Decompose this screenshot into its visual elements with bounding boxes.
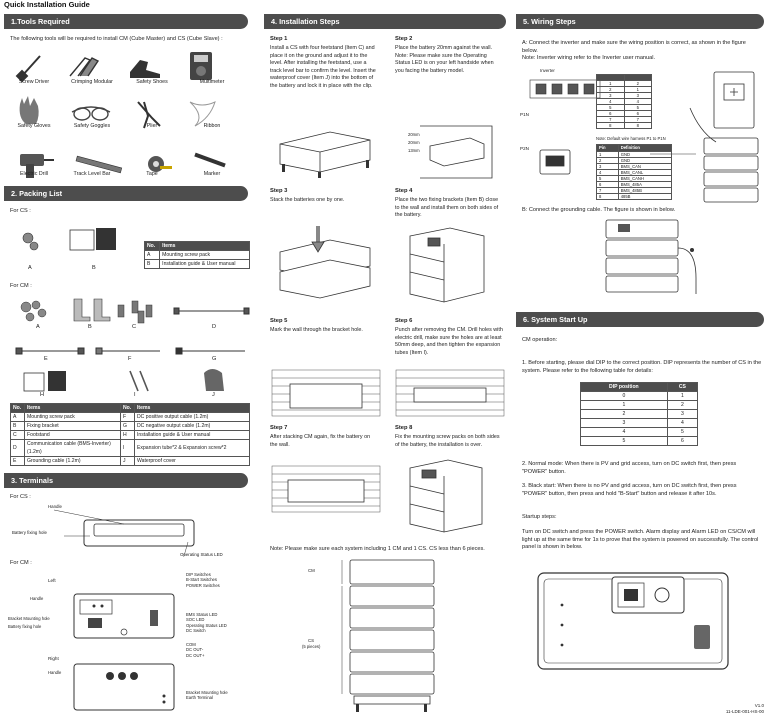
tools-intro: The following tools will be required to install CM (Cube Master) and CS (Cube Slave) : <box>10 36 223 42</box>
pin-map-table <box>596 74 652 129</box>
table-row <box>145 260 250 269</box>
packing-header: 2. Packing List <box>4 186 248 201</box>
table-cell: 6 <box>597 111 625 117</box>
callout: B-Start Switches <box>186 577 217 583</box>
step-title: Step 1 <box>270 36 288 42</box>
callout: Handle <box>48 670 62 675</box>
step-title: Step 8 <box>395 425 413 431</box>
wall-battery-icon <box>420 126 492 178</box>
step-title: Step 7 <box>270 425 288 431</box>
stack-with-brackets-icon <box>410 228 484 302</box>
dimension-label: 20mm <box>408 140 420 145</box>
table-row <box>581 401 698 410</box>
screwdriver-icon <box>16 56 40 82</box>
safety-shoes-icon <box>130 60 160 78</box>
table-row <box>11 422 250 431</box>
table-cell: 7 <box>624 117 652 123</box>
callout: Bracket Mounting hole <box>8 616 50 621</box>
table-cell: 5 <box>597 176 619 182</box>
step-text: Place the battery 20mm against the wall. Note: Please make sure the Operating Status LED is on your left handside when you facing the battery model. <box>395 45 494 74</box>
tool-label: Safety Goggles <box>73 123 111 129</box>
callout: Handle <box>30 596 44 601</box>
table-cell: A <box>11 413 25 422</box>
table-cell: 2 <box>667 401 697 410</box>
rj45-port-icon <box>540 150 570 174</box>
tool-label: Marker <box>203 171 221 177</box>
table-cell: Grounding cable (1.2m) <box>25 457 121 466</box>
table-cell: 485B <box>618 194 671 200</box>
step-title: Step 6 <box>395 318 413 324</box>
tape-icon <box>148 156 172 172</box>
wiring-a-note: Note: Inverter wiring refer to the Inverter user manual. <box>522 55 656 61</box>
startup-step-1: 1. Before starting, please dial DIP to the correct position. DIP represents the number of CS in the system. Please refer to the following table for details: <box>522 360 762 374</box>
bracket-icon <box>74 299 110 321</box>
col-header: Items <box>160 242 250 251</box>
table-cell: 8 <box>597 123 625 129</box>
footer <box>726 703 764 715</box>
table-cell: 1 <box>581 401 668 410</box>
packing-for-cm: For CM : <box>10 283 32 289</box>
table-cell: 3 <box>667 410 697 419</box>
cm-label: F <box>128 356 132 362</box>
table-cell: F <box>121 413 135 422</box>
dc-positive-cable-icon <box>96 348 160 354</box>
callout: DC OUT- <box>186 647 204 653</box>
table-cell: GND <box>618 152 671 158</box>
packing-for-cs: For CS : <box>10 208 31 214</box>
col-header: Pin <box>597 145 619 152</box>
tools-header: 1.Tools Required <box>4 14 248 29</box>
table-cell: G <box>121 422 135 431</box>
callout-group <box>186 612 227 633</box>
table-cell: 1 <box>597 152 619 158</box>
table-cell: Installation guide & User manual <box>160 260 250 269</box>
manual-icon <box>24 371 66 391</box>
table-cell: D <box>11 440 25 457</box>
col-header: Definition <box>618 145 671 152</box>
table-cell: C <box>11 431 25 440</box>
table-cell: 7 <box>597 117 625 123</box>
callout: Earth Terminal <box>186 695 213 701</box>
step-title: Step 5 <box>270 318 288 324</box>
dimension-label: 13mm <box>408 148 420 153</box>
callout: Bracket Mounting hole <box>186 690 228 695</box>
table-cell: Fixing bracket <box>25 422 121 431</box>
step-1-2-illustration <box>270 122 506 180</box>
stacking-battery-icon <box>280 226 370 298</box>
callout: SOC LED <box>186 617 205 623</box>
table-cell: 5 <box>624 105 652 111</box>
control-panel-illustration <box>534 567 734 673</box>
battery-stack-icon <box>704 138 758 202</box>
terminals-header: 3. Terminals <box>4 473 248 488</box>
callout: Handle <box>48 504 62 509</box>
startup-steps-text: Turn on DC switch and press the POWER switch. Alarm display and Alarm LED on CS/CM will light up at the same time for 1s to prove that the system is powered on successfully. The control panel is shown in below. <box>522 529 759 551</box>
cm-packing-illustration <box>10 295 250 405</box>
table-cell: 2 <box>624 81 652 87</box>
callout: BMS Status LED <box>186 612 218 617</box>
table-cell: 3 <box>597 164 619 170</box>
grounding-diagram <box>596 218 706 298</box>
table-cell: 5 <box>597 105 625 111</box>
cm-label: H <box>40 392 45 398</box>
inverter-label: Inverter <box>540 68 555 73</box>
table-row <box>581 419 698 428</box>
table-cell: 1 <box>597 81 625 87</box>
cm-label: A <box>36 324 40 330</box>
step-text: Mark the wall through the bracket hole. <box>270 327 363 333</box>
table-cell: 6 <box>624 111 652 117</box>
table-cell: 4 <box>597 170 619 176</box>
tool-label: Track Level Bar <box>73 171 111 177</box>
table-row <box>597 194 672 200</box>
table-cell: 8 <box>624 123 652 129</box>
dc-negative-cable-icon <box>176 348 245 354</box>
table-cell: 4 <box>667 419 697 428</box>
col-header: Items <box>25 404 121 413</box>
document-title: Quick Installation Guide <box>4 0 90 9</box>
table-cell: Waterproof cover <box>135 457 250 466</box>
table-cell: DC negative output cable (1.2m) <box>135 422 250 431</box>
cm-label: I <box>134 392 136 398</box>
brick-wall-icon <box>272 466 380 512</box>
table-row <box>11 413 250 422</box>
grounding-cable-icon <box>16 348 84 354</box>
left-label: Left <box>48 578 56 583</box>
table-cell: GND <box>618 158 671 164</box>
callout: DC Switch <box>186 627 206 633</box>
cm-label: C <box>132 324 137 330</box>
step-title: Step 2 <box>395 36 413 42</box>
safety-goggles-icon <box>72 107 110 120</box>
table-cell: 2 <box>597 87 625 93</box>
p1-label: P1N <box>520 112 529 117</box>
startup-steps-title: Startup steps: <box>522 514 557 520</box>
marker-icon <box>194 153 225 168</box>
step-title: Step 4 <box>395 188 413 194</box>
wiring-a-text: A: Connect the inverter and make sure the wiring position is correct, as shown in the figure below. <box>522 40 746 54</box>
cs-label-a: A <box>28 265 32 271</box>
table-cell: 6 <box>597 182 619 188</box>
table-cell: 7 <box>597 188 619 194</box>
inverter-unit-icon <box>714 72 754 128</box>
table-cell: 8 <box>597 194 619 200</box>
table-cell: Communication cable (BMS-Inverter) (1.2m) <box>25 440 121 457</box>
step-text: Stack the batteries one by one. <box>270 197 345 203</box>
waterproof-cover-icon <box>204 369 224 391</box>
cs-label-b: B <box>92 265 96 271</box>
startup-step-2: 2. Normal mode: When there is PV and grid access, turn on DC switch first, then press "POWER" button. <box>522 461 737 475</box>
battery-module-icon <box>280 132 370 172</box>
callout: Battery fixing hole <box>12 530 47 535</box>
inverter-connector-icon <box>530 80 600 98</box>
step-text: Place the two fixing brackets (Item B) close to the wall and install them on both sides of the battery. <box>395 197 499 219</box>
safety-gloves-icon <box>20 96 39 124</box>
stack-label-count: (5 pieces) <box>302 644 321 649</box>
table-row <box>581 392 698 401</box>
table-cell: B <box>11 422 25 431</box>
dimension-label: 20mm <box>408 132 420 137</box>
callout: DC OUT+ <box>186 652 205 658</box>
table-cell: E <box>11 457 25 466</box>
callout: Operating Status LED <box>180 552 223 557</box>
step-text: Install a CS with four feetstand (Item C) and place it on the ground and adjust it to the level. After installing the feetstand, use a track level bar to confirm the level. Insert the waterproof cover (Item J) into the bottom of the battery and lock it in place with the clip. <box>270 45 376 89</box>
callout: DIP Switches <box>186 572 211 577</box>
callout-group <box>186 572 220 588</box>
p2-label: P2N <box>520 146 529 151</box>
tool-label: Safety Shoes <box>136 79 168 85</box>
callout: Operating Status LED <box>186 622 227 628</box>
multimeter-icon <box>190 52 212 80</box>
step-text: Punch after removing the CM. Drill holes with electric drill, make sure the holes are at least 50mm deep, and then tighten the expansion tubes (Item I). <box>395 327 503 356</box>
tool-label: Crimping Modular <box>71 79 113 85</box>
table-cell: 3 <box>624 93 652 99</box>
table-cell: 0 <box>581 392 668 401</box>
col-header: Items <box>135 404 250 413</box>
table-cell: 4 <box>581 428 668 437</box>
table-cell: 3 <box>581 419 668 428</box>
cs-packing-table <box>144 241 250 269</box>
cm-operation-label: CM operation: <box>522 337 558 343</box>
table-cell: BMS_CANL <box>618 170 671 176</box>
table-cell: 6 <box>667 437 697 446</box>
default-harness-note: Note: Default wire harness P1 to P1N <box>596 136 666 141</box>
wiring-b-text: B: Connect the grounding cable. The figure is shown in below. <box>522 207 676 213</box>
column-left <box>4 12 248 717</box>
callout-group <box>186 690 228 701</box>
step-title: Step 3 <box>270 188 288 194</box>
table-cell: 2 <box>581 410 668 419</box>
table-cell: 2 <box>597 158 619 164</box>
full-stack-illustration <box>330 558 440 716</box>
tool-label: Electric Drill <box>20 171 48 177</box>
tool-label: Screw Driver <box>18 79 50 85</box>
step-3-4-illustration <box>270 222 506 308</box>
step-text: Fix the mounting screw packs on both sides of the battery, the installation is over. <box>395 434 500 448</box>
cm-label: B <box>88 324 92 330</box>
table-cell: 4 <box>597 99 625 105</box>
table-cell: Mounting screw pack <box>160 251 250 260</box>
callout: Battery fixing hole <box>8 624 42 629</box>
brick-wall-icon <box>272 370 380 416</box>
terminals-for-cs: For CS : <box>10 494 31 500</box>
table-row <box>11 457 250 466</box>
table-row <box>581 437 698 446</box>
screw-pack-icon <box>23 233 38 250</box>
table-row <box>581 428 698 437</box>
tool-label: Ribbon <box>203 123 221 129</box>
right-label: Right <box>48 656 59 661</box>
table-cell: DC positive output cable (1.2m) <box>135 413 250 422</box>
table-row <box>11 431 250 440</box>
table-cell: Mounting screw pack <box>25 413 121 422</box>
wiring-header: 5. Wiring Steps <box>516 14 764 29</box>
table-cell: Expansion tube*2 & Expansion screw*2 <box>135 440 250 457</box>
table-row <box>597 123 652 129</box>
pin-definition-table <box>596 144 672 200</box>
cm-label: J <box>212 392 215 398</box>
col-header: No. <box>121 404 135 413</box>
cm-label: G <box>212 356 217 362</box>
cm-label: D <box>212 324 217 330</box>
step-text: After stacking CM again, fix the battery on the wall. <box>270 434 371 448</box>
stack-label-cm: CM <box>308 568 315 573</box>
table-cell: A <box>145 251 160 260</box>
stack-label-cs: CS <box>308 638 315 643</box>
col-header: No. <box>145 242 160 251</box>
table-cell: BMS_485B <box>618 188 671 194</box>
table-cell: I <box>121 440 135 457</box>
cs-packing-illustration <box>14 222 124 268</box>
table-cell: 4 <box>624 99 652 105</box>
terminals-for-cm: For CM : <box>10 560 32 566</box>
table-cell: BMS_CAN <box>618 164 671 170</box>
column-middle <box>264 12 506 717</box>
table-cell: 5 <box>581 437 668 446</box>
column-right <box>516 12 764 717</box>
crimping-modular-icon <box>70 58 98 76</box>
table-cell: 1 <box>667 392 697 401</box>
table-cell: BMS_485A <box>618 182 671 188</box>
table-cell: Installation guide & User manual <box>135 431 250 440</box>
table-row <box>11 440 250 457</box>
brick-wall-icon <box>396 370 504 416</box>
install-header: 4. Installation Steps <box>264 14 506 29</box>
footstand-icon <box>118 301 152 323</box>
communication-cable-icon <box>174 308 249 314</box>
table-row <box>145 251 250 260</box>
manual-icon <box>70 228 116 250</box>
table-cell: 5 <box>667 428 697 437</box>
table-cell: BMS_CANH <box>618 176 671 182</box>
cm-label: E <box>44 356 48 362</box>
cm-packing-table <box>10 403 250 466</box>
tool-label: Tape <box>146 171 158 177</box>
installed-stack-icon <box>410 460 482 532</box>
table-cell: Footstand <box>25 431 121 440</box>
install-note: Note: Please make sure each system including 1 CM and 1 CS. CS less than 6 pieces. <box>270 546 485 552</box>
dip-table <box>580 382 698 446</box>
expansion-screw-icon <box>130 371 148 391</box>
tool-label: Safety Gloves <box>17 123 51 129</box>
table-cell: J <box>121 457 135 466</box>
table-row <box>581 410 698 419</box>
version-label: V1.0 <box>754 703 764 709</box>
table-cell: 3 <box>597 93 625 99</box>
col-header: No. <box>11 404 25 413</box>
callout-group <box>186 642 205 658</box>
cm-right-illustration <box>64 660 184 716</box>
table-cell: B <box>145 260 160 269</box>
startup-header: 6. System Start Up <box>516 312 764 327</box>
document-code: 11-LDE-001-HS-00 <box>725 709 764 715</box>
cs-terminal-illustration <box>24 506 244 558</box>
step-7-8-illustration <box>270 458 506 534</box>
callout: POWER Switches <box>186 582 220 588</box>
step-5-6-illustration <box>270 368 506 418</box>
table-cell: H <box>121 431 135 440</box>
startup-step-3: 3. Black start: When there is no PV and grid access, turn on DC switch first, then press "POWER" button, then press and hold "B-Start" button and release it after 10s. <box>522 483 737 497</box>
callout: COM <box>186 642 196 647</box>
screw-pack-icon <box>21 301 46 321</box>
table-cell: 1 <box>624 87 652 93</box>
tool-label: Multimeter <box>199 79 225 85</box>
tool-label: Plier <box>146 123 158 129</box>
cm-left-illustration <box>64 588 184 648</box>
col-header: DIP position <box>581 383 668 392</box>
col-header: CS <box>667 383 697 392</box>
